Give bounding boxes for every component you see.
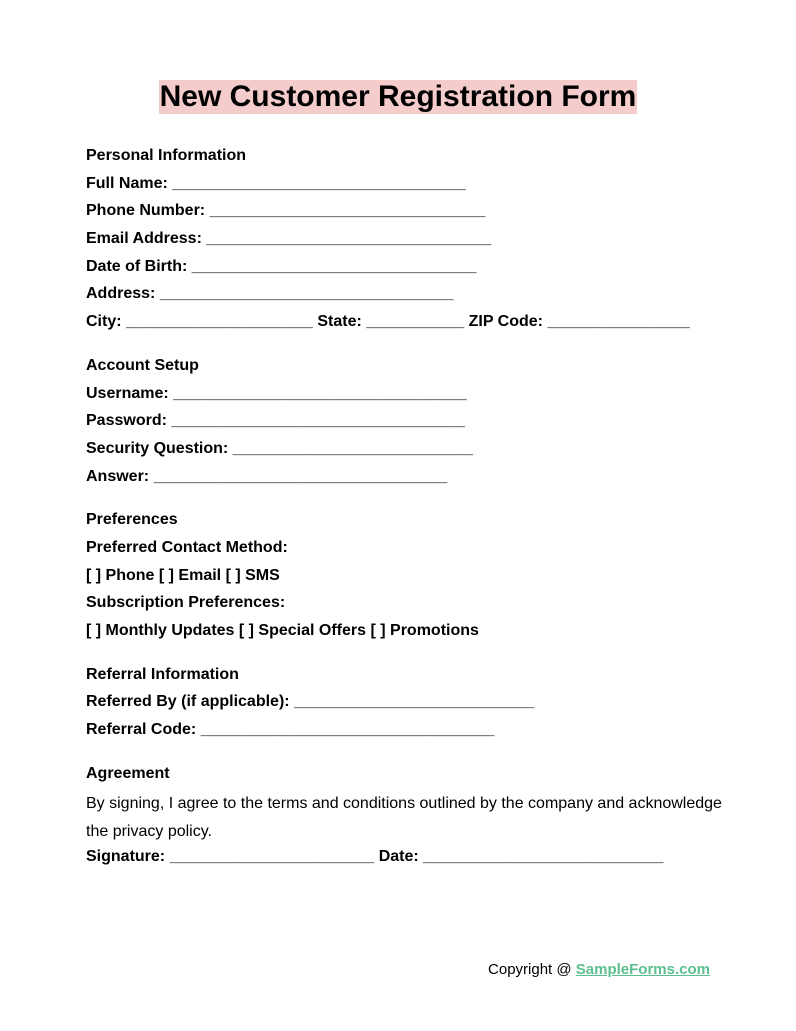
section-heading-preferences: Preferences	[86, 511, 178, 529]
state-label: State:	[317, 313, 362, 331]
footer	[0, 961, 710, 978]
agreement-text: By signing, I agree to the terms and conditions outlined by the company and acknowledge the privacy policy.	[86, 795, 722, 841]
section-heading-account: Account Setup	[86, 356, 199, 374]
referred-by-label: Referred By (if applicable):	[86, 693, 290, 711]
signature-label: Signature:	[86, 848, 166, 866]
date-label: Date:	[378, 848, 419, 866]
copyright-text: Copyright @	[488, 961, 576, 978]
answer-row	[86, 466, 726, 494]
signature-field[interactable]: _______________________	[169, 848, 375, 866]
phone-field[interactable]: _______________________________	[209, 202, 486, 220]
city-field[interactable]: _____________________	[126, 313, 313, 331]
date-field[interactable]: ___________________________	[423, 848, 664, 866]
phone-row	[86, 200, 726, 228]
security-question-label: Security Question:	[86, 439, 229, 457]
dob-field[interactable]: ________________________________	[191, 257, 477, 275]
brand-link[interactable]: SampleForms.com	[575, 961, 710, 978]
section-heading-referral: Referral Information	[86, 665, 239, 683]
phone-label: Phone Number:	[86, 202, 206, 220]
password-field[interactable]: _________________________________	[171, 412, 466, 430]
full-name-field[interactable]: _________________________________	[172, 174, 466, 192]
title-wrapper	[0, 80, 796, 114]
contact-method-label: Preferred Contact Method:	[86, 538, 288, 556]
referral-code-label: Referral Code:	[86, 721, 197, 739]
email-row	[86, 228, 726, 256]
referral-code-row	[86, 719, 726, 747]
email-field[interactable]: ________________________________	[206, 230, 492, 248]
section-gap	[86, 339, 726, 355]
answer-label: Answer:	[86, 467, 150, 485]
state-field[interactable]: ___________	[366, 313, 465, 331]
section-gap	[86, 648, 726, 664]
username-row	[86, 383, 726, 411]
section-heading-personal: Personal Information	[86, 147, 247, 164]
address-field[interactable]: _________________________________	[159, 285, 454, 303]
username-label: Username:	[86, 384, 169, 402]
username-field[interactable]: _________________________________	[173, 384, 467, 402]
zip-field[interactable]: ________________	[547, 313, 690, 331]
password-row	[86, 410, 726, 438]
form-content	[86, 145, 726, 874]
dob-row	[86, 256, 726, 284]
address-label: Address:	[86, 285, 156, 303]
referred-by-row	[86, 691, 726, 719]
referred-by-field[interactable]: ___________________________	[294, 693, 535, 711]
signature-date-row	[86, 846, 726, 874]
subscription-label: Subscription Preferences:	[86, 594, 286, 612]
answer-field[interactable]: _________________________________	[153, 467, 448, 485]
security-question-row	[86, 438, 726, 466]
email-label: Email Address:	[86, 230, 202, 248]
security-question-field[interactable]: ___________________________	[232, 439, 473, 457]
page-title: New Customer Registration Form	[159, 80, 637, 113]
section-gap	[86, 493, 726, 509]
city-state-zip-row	[86, 311, 726, 339]
contact-method-options[interactable]: [ ] Phone [ ] Email [ ] SMS	[86, 566, 280, 584]
section-gap	[86, 747, 726, 763]
subscription-options[interactable]: [ ] Monthly Updates [ ] Special Offers [ ] Promotions	[86, 622, 479, 639]
address-row	[86, 283, 726, 311]
section-heading-agreement: Agreement	[86, 764, 170, 782]
referral-code-field[interactable]: _________________________________	[200, 721, 495, 739]
dob-label: Date of Birth:	[86, 257, 188, 275]
password-label: Password:	[86, 412, 167, 430]
zip-label: ZIP Code:	[468, 313, 543, 331]
full-name-row	[86, 173, 726, 201]
city-label: City:	[86, 313, 122, 331]
full-name-label: Full Name:	[86, 174, 168, 192]
